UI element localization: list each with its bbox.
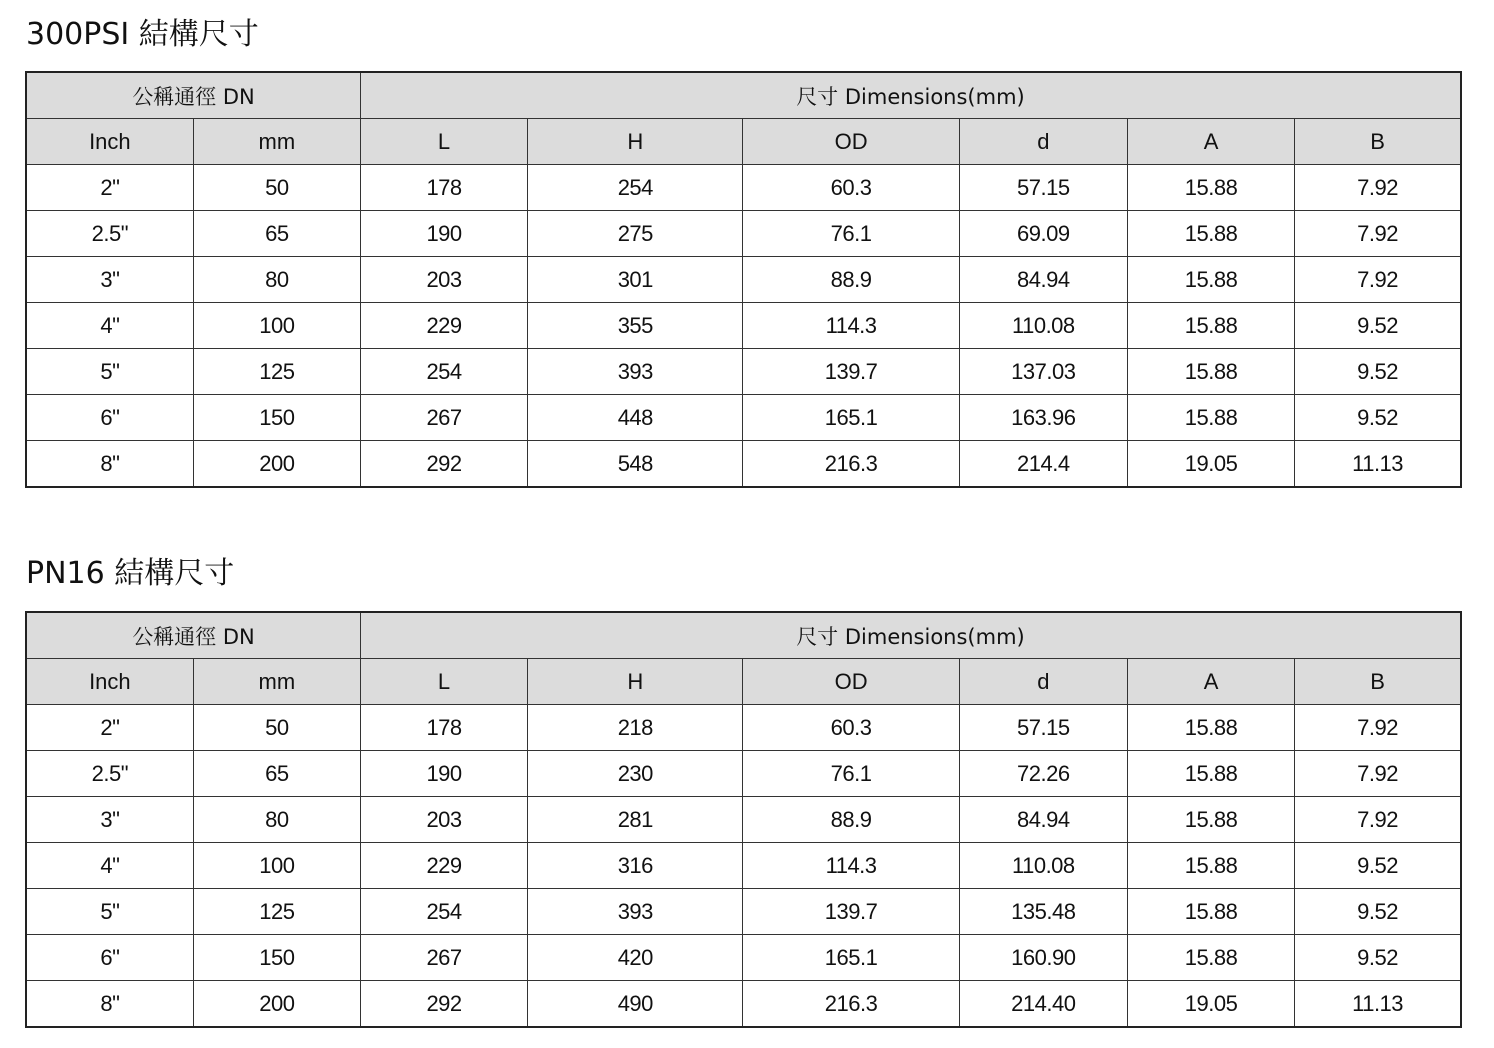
column-header: H	[528, 119, 743, 165]
column-header: H	[528, 659, 743, 705]
table-row	[26, 751, 1461, 797]
column-header: d	[959, 119, 1127, 165]
table-cell: 2.5"	[26, 751, 193, 797]
table-cell: 88.9	[743, 797, 959, 843]
table-cell: 393	[528, 889, 743, 935]
table-cell: 7.92	[1295, 797, 1461, 843]
table-cell: 100	[193, 843, 360, 889]
table-cell: 2.5"	[26, 211, 193, 257]
table-cell: 254	[360, 889, 527, 935]
table-row	[26, 165, 1461, 211]
table-cell: 7.92	[1295, 751, 1461, 797]
table-cell: 254	[360, 349, 527, 395]
table-cell: 110.08	[959, 303, 1127, 349]
table-row	[26, 843, 1461, 889]
table-cell: 7.92	[1295, 257, 1461, 303]
table-row	[26, 935, 1461, 981]
table-cell: 125	[193, 889, 360, 935]
table-cell: 88.9	[743, 257, 959, 303]
table-cell: 3"	[26, 797, 193, 843]
column-header: mm	[193, 119, 360, 165]
dimensions-group-header: 尺寸 Dimensions(mm)	[360, 72, 1461, 119]
table-cell: 57.15	[959, 705, 1127, 751]
table-cell: 60.3	[743, 705, 959, 751]
column-header: Inch	[26, 119, 193, 165]
table-cell: 254	[528, 165, 743, 211]
table-cell: 15.88	[1127, 395, 1294, 441]
table-cell: 19.05	[1127, 981, 1294, 1028]
table-title-300psi: 300PSI 結構尺寸	[26, 17, 259, 52]
table-cell: 229	[360, 303, 527, 349]
table-cell: 316	[528, 843, 743, 889]
table-cell: 137.03	[959, 349, 1127, 395]
dimensions-table-300psi	[25, 71, 1462, 488]
table-cell: 160.90	[959, 935, 1127, 981]
table-row	[26, 981, 1461, 1028]
table-cell: 80	[193, 797, 360, 843]
table-cell: 11.13	[1295, 981, 1461, 1028]
table-cell: 190	[360, 751, 527, 797]
table-cell: 6"	[26, 935, 193, 981]
table-cell: 65	[193, 751, 360, 797]
table-cell: 203	[360, 797, 527, 843]
table-cell: 5"	[26, 889, 193, 935]
table-cell: 275	[528, 211, 743, 257]
table-cell: 267	[360, 935, 527, 981]
table-cell: 3"	[26, 257, 193, 303]
table-cell: 76.1	[743, 751, 959, 797]
table-cell: 139.7	[743, 349, 959, 395]
table-cell: 9.52	[1295, 303, 1461, 349]
table-cell: 15.88	[1127, 349, 1294, 395]
table-cell: 69.09	[959, 211, 1127, 257]
table-cell: 216.3	[743, 441, 959, 488]
table-cell: 301	[528, 257, 743, 303]
table-row	[26, 441, 1461, 488]
table-cell: 292	[360, 441, 527, 488]
table-cell: 216.3	[743, 981, 959, 1028]
table-cell: 6"	[26, 395, 193, 441]
table-row	[26, 705, 1461, 751]
column-header: L	[360, 659, 527, 705]
column-header: d	[959, 659, 1127, 705]
table-cell: 214.40	[959, 981, 1127, 1028]
table-cell: 200	[193, 441, 360, 488]
column-header: OD	[743, 119, 959, 165]
table-title-pn16: PN16 結構尺寸	[26, 556, 235, 591]
column-header: OD	[743, 659, 959, 705]
table-cell: 490	[528, 981, 743, 1028]
table-row	[26, 395, 1461, 441]
table-cell: 163.96	[959, 395, 1127, 441]
column-header: Inch	[26, 659, 193, 705]
table-cell: 165.1	[743, 935, 959, 981]
table-row	[26, 303, 1461, 349]
table-cell: 178	[360, 165, 527, 211]
table-cell: 190	[360, 211, 527, 257]
table-cell: 8"	[26, 441, 193, 488]
table-row	[26, 797, 1461, 843]
column-header-row	[26, 119, 1461, 165]
table-cell: 165.1	[743, 395, 959, 441]
table-cell: 9.52	[1295, 843, 1461, 889]
table-cell: 50	[193, 705, 360, 751]
table-cell: 292	[360, 981, 527, 1028]
table-cell: 125	[193, 349, 360, 395]
table-cell: 15.88	[1127, 889, 1294, 935]
dn-group-header: 公稱通徑 DN	[26, 72, 360, 119]
column-header: L	[360, 119, 527, 165]
table-cell: 15.88	[1127, 165, 1294, 211]
table-cell: 214.4	[959, 441, 1127, 488]
table-row	[26, 889, 1461, 935]
table-cell: 15.88	[1127, 843, 1294, 889]
group-header-row	[26, 612, 1461, 659]
table-cell: 84.94	[959, 797, 1127, 843]
table-cell: 114.3	[743, 843, 959, 889]
table-cell: 100	[193, 303, 360, 349]
table-cell: 4"	[26, 843, 193, 889]
table-cell: 72.26	[959, 751, 1127, 797]
table-cell: 267	[360, 395, 527, 441]
table-cell: 50	[193, 165, 360, 211]
table-cell: 110.08	[959, 843, 1127, 889]
table-row	[26, 349, 1461, 395]
table-cell: 2"	[26, 705, 193, 751]
table-cell: 15.88	[1127, 797, 1294, 843]
table-cell: 65	[193, 211, 360, 257]
table-cell: 60.3	[743, 165, 959, 211]
dimensions-table-pn16	[25, 611, 1462, 1028]
table-cell: 19.05	[1127, 441, 1294, 488]
table-cell: 11.13	[1295, 441, 1461, 488]
table-cell: 7.92	[1295, 705, 1461, 751]
table-cell: 15.88	[1127, 211, 1294, 257]
table-cell: 229	[360, 843, 527, 889]
table-cell: 84.94	[959, 257, 1127, 303]
table-cell: 15.88	[1127, 705, 1294, 751]
column-header: mm	[193, 659, 360, 705]
table-cell: 150	[193, 935, 360, 981]
table-cell: 76.1	[743, 211, 959, 257]
table-cell: 9.52	[1295, 889, 1461, 935]
table-cell: 9.52	[1295, 395, 1461, 441]
table-cell: 139.7	[743, 889, 959, 935]
table-cell: 57.15	[959, 165, 1127, 211]
table-cell: 355	[528, 303, 743, 349]
table-cell: 230	[528, 751, 743, 797]
table-cell: 8"	[26, 981, 193, 1028]
table-cell: 5"	[26, 349, 193, 395]
table-cell: 135.48	[959, 889, 1127, 935]
table-body	[26, 165, 1461, 488]
table-cell: 203	[360, 257, 527, 303]
table-cell: 448	[528, 395, 743, 441]
group-header-row	[26, 72, 1461, 119]
column-header-row	[26, 659, 1461, 705]
table-cell: 15.88	[1127, 751, 1294, 797]
table-cell: 420	[528, 935, 743, 981]
table-cell: 178	[360, 705, 527, 751]
table-cell: 15.88	[1127, 257, 1294, 303]
table-cell: 80	[193, 257, 360, 303]
table-cell: 7.92	[1295, 211, 1461, 257]
column-header: B	[1295, 659, 1461, 705]
column-header: A	[1127, 119, 1294, 165]
table-cell: 218	[528, 705, 743, 751]
table-row	[26, 257, 1461, 303]
table-cell: 4"	[26, 303, 193, 349]
table-cell: 114.3	[743, 303, 959, 349]
table-cell: 281	[528, 797, 743, 843]
dn-group-header: 公稱通徑 DN	[26, 612, 360, 659]
table-cell: 9.52	[1295, 935, 1461, 981]
table-cell: 200	[193, 981, 360, 1028]
table-row	[26, 211, 1461, 257]
table-cell: 15.88	[1127, 303, 1294, 349]
table-cell: 2"	[26, 165, 193, 211]
table-cell: 393	[528, 349, 743, 395]
table-cell: 9.52	[1295, 349, 1461, 395]
table-cell: 150	[193, 395, 360, 441]
table-cell: 7.92	[1295, 165, 1461, 211]
dimensions-group-header: 尺寸 Dimensions(mm)	[360, 612, 1461, 659]
column-header: B	[1295, 119, 1461, 165]
table-cell: 15.88	[1127, 935, 1294, 981]
table-cell: 548	[528, 441, 743, 488]
column-header: A	[1127, 659, 1294, 705]
table-body	[26, 705, 1461, 1028]
